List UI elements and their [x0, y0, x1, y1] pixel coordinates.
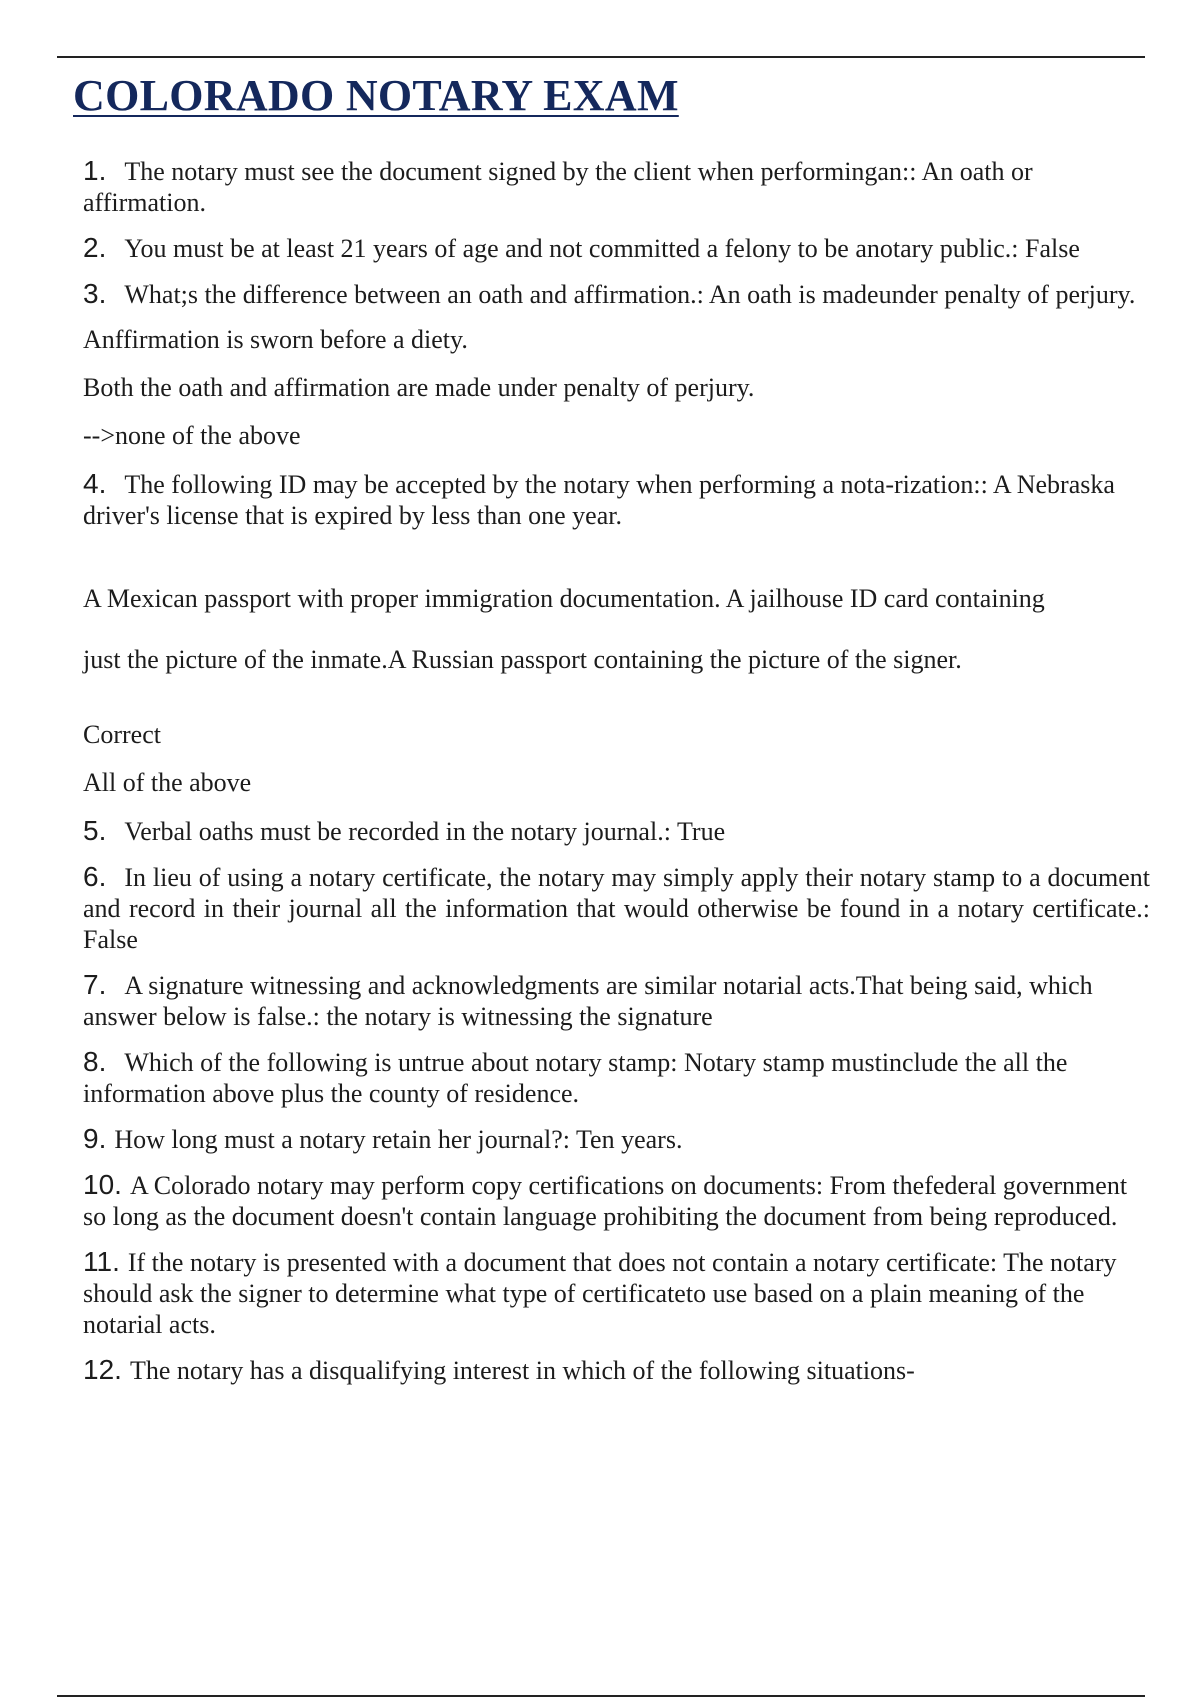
- question-number: 3.: [83, 278, 107, 309]
- question-3: [83, 278, 1150, 310]
- question-number: 1.: [83, 155, 107, 186]
- answer-option: Anffirmation is sworn before a diety.: [83, 325, 468, 354]
- page-title: COLORADO NOTARY EXAM: [73, 71, 679, 120]
- answer-option: just the picture of the inmate.A Russian passport containing the picture of the signer.: [83, 645, 962, 674]
- question-text: A Colorado notary may perform copy certifications on documents: From thefederal government so long as the document doesn't contain language prohibiting the document from being reproduced.: [83, 1171, 1128, 1231]
- question-number: 4.: [83, 468, 107, 499]
- question-6: [83, 861, 1150, 955]
- question-number: 6.: [83, 861, 107, 892]
- question-number: 10.: [83, 1169, 122, 1200]
- question-10: [83, 1169, 1150, 1232]
- question-number: 12.: [83, 1354, 122, 1385]
- question-text: The following ID may be accepted by the notary when performing a nota-rization:: A Nebraska driver's license that is expired by less than one year.: [83, 470, 1115, 530]
- question-4: [83, 468, 1150, 531]
- question-text: Which of the following is untrue about notary stamp: Notary stamp mustinclude the all the information above plus the county of residence.: [83, 1048, 1068, 1108]
- question-text: Verbal oaths must be recorded in the notary journal.: True: [124, 817, 726, 846]
- question-text: If the notary is presented with a document that does not contain a notary certificate: The notary should ask the signer to determine what type of certificateto use based on a plain meaning of the notarial acts.: [83, 1248, 1117, 1339]
- bottom-rule: [57, 1695, 1145, 1697]
- question-number: 8.: [83, 1046, 107, 1077]
- answer-option: All of the above: [83, 768, 252, 797]
- question-number: 2.: [83, 232, 107, 263]
- question-number: 5.: [83, 815, 107, 846]
- question-text: In lieu of using a notary certificate, the notary may simply apply their notary stamp to a document and record in their journal all the information that would otherwise be found in a notary certificate.: False: [83, 863, 1150, 954]
- question-number: 11.: [83, 1246, 120, 1277]
- answer-option-selected: -->none of the above: [83, 421, 301, 450]
- question-5: [83, 815, 1150, 847]
- question-9: [83, 1123, 1150, 1155]
- question-text: How long must a notary retain her journal?: Ten years.: [114, 1125, 683, 1154]
- question-12: [83, 1354, 1150, 1386]
- answer-label: Correct: [83, 720, 161, 749]
- question-11: [83, 1246, 1150, 1340]
- answer-option: A Mexican passport with proper immigration documentation. A jailhouse ID card containing: [83, 584, 1045, 613]
- top-rule: [57, 56, 1145, 58]
- answer-option: Both the oath and affirmation are made under penalty of perjury.: [83, 373, 755, 402]
- question-2: [83, 232, 1150, 264]
- question-7: [83, 969, 1150, 1032]
- question-text: A signature witnessing and acknowledgments are similar notarial acts.That being said, which answer below is false.: the notary is witnessing the signature: [83, 971, 1093, 1031]
- question-text: What;s the difference between an oath and affirmation.: An oath is madeunder penalty of perjury.: [124, 280, 1136, 309]
- question-8: [83, 1046, 1150, 1109]
- question-text: The notary must see the document signed by the client when performingan:: An oath or affirmation.: [83, 157, 1033, 217]
- question-number: 7.: [83, 969, 107, 1000]
- question-text: The notary has a disqualifying interest in which of the following situations-: [129, 1356, 915, 1385]
- question-1: [83, 155, 1150, 218]
- document-body: [83, 155, 1150, 1400]
- question-number: 9.: [83, 1123, 107, 1154]
- question-text: You must be at least 21 years of age and not committed a felony to be anotary public.: False: [124, 234, 1080, 263]
